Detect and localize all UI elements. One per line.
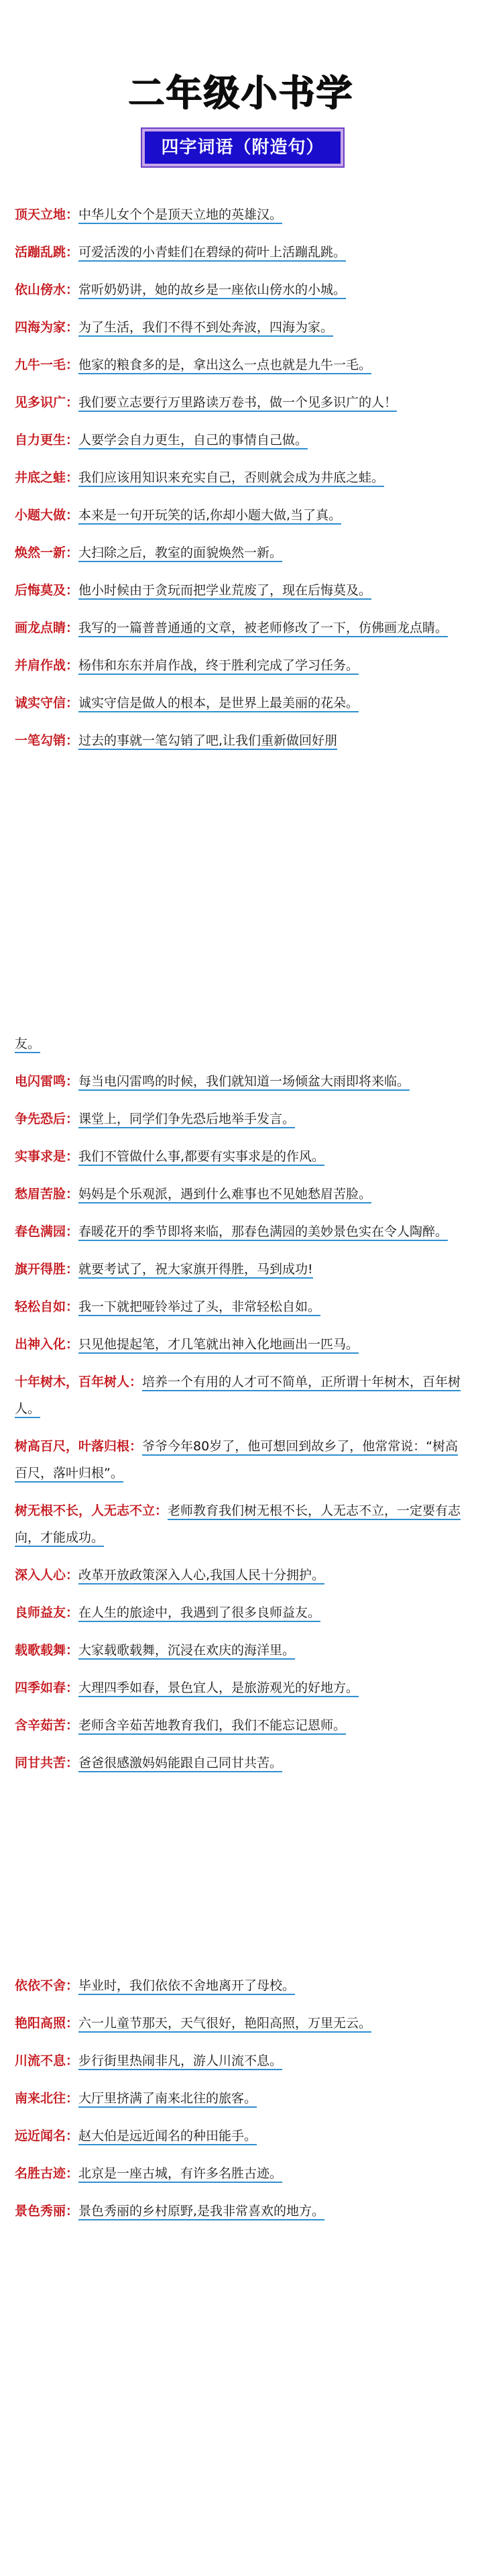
idiom-word: 井底之蛙： [15,470,79,485]
idiom-word: 出神入化： [15,1337,79,1352]
idiom-word: 一笔勾销： [15,733,79,748]
example-sentence: 就要考试了，祝大家旗开得胜，马到成功! [78,1262,313,1279]
idiom-entry [15,2010,468,2037]
example-sentence: 我们要立志要行万里路读万卷书，做一个见多识广的人！ [78,395,397,412]
idiom-word: 四季如春： [15,1680,79,1695]
idiom-word: 诚实守信： [15,696,79,710]
idiom-entry [15,1068,468,1095]
idiom-entry [15,1972,468,1999]
idiom-entry [15,1562,468,1589]
idiom-entry [15,1331,468,1358]
idiom-entry [15,1143,468,1170]
idiom-entry [15,502,468,529]
idiom-word: 同甘共苦： [15,1756,79,1770]
example-sentence: 中华儿女个个是顶天立地的英雄汉。 [78,207,282,224]
example-sentence: 常听奶奶讲，她的故乡是一座依山傍水的小城。 [78,282,346,299]
idiom-entry [15,1433,468,1487]
idiom-word: 焕然一新： [15,545,79,560]
example-sentence: 我一下就把哑铃举过了头，非常轻松自如。 [78,1299,320,1316]
continued-text: 友。 [15,1030,468,1057]
idiom-word: 川流不息： [15,2053,79,2068]
idiom-entry [15,352,468,378]
idiom-entry [15,1599,468,1626]
idiom-word: 画龙点睛： [15,621,79,635]
example-sentence: 步行街里热闹非凡，游人川流不息。 [78,2053,282,2070]
idiom-entry [15,1674,468,1701]
idiom-word: 依山傍水： [15,282,79,297]
example-sentence: 本来是一句开玩笑的话,你却小题大做,当了真。 [78,508,341,525]
example-sentence: 六一儿童节那天，天气很好，艳阳高照，万里无云。 [78,2016,371,2033]
idiom-word: 后悔莫及： [15,583,79,598]
example-sentence: 我们不管做什么事,都要有实事求是的作风。 [78,1149,324,1166]
page-title: 二年级小书学 [128,72,354,114]
idiom-entry [15,314,468,341]
idiom-entry [15,389,468,416]
idiom-word: 载歌载舞： [15,1643,79,1658]
entry-list-3 [15,1972,468,2235]
idiom-word: 远近闻名： [15,2129,79,2143]
idiom-entry [15,239,468,266]
idiom-entry [15,652,468,679]
example-sentence: 我写的一篇普普通通的文章，被老师修改了一下，仿佛画龙点睛。 [78,621,448,637]
idiom-entry [15,1218,468,1245]
example-sentence: 他小时候由于贪玩而把学业荒废了，现在后悔莫及。 [78,583,371,600]
example-sentence: 为了生活，我们不得不到处奔波，四海为家。 [78,320,333,337]
idiom-word: 顶天立地： [15,207,79,222]
idiom-word: 含辛茹苦： [15,1718,79,1733]
idiom-entry [15,539,468,566]
entry-list-2 [15,1030,468,1787]
example-sentence: 大扫除之后，教室的面貌焕然一新。 [78,545,282,562]
example-sentence: 每当电闪雷鸣的时候，我们就知道一场倾盆大雨即将来临。 [78,1074,410,1091]
example-sentence: 可爱活泼的小青蛙们在碧绿的荷叶上活蹦乱跳。 [78,245,346,262]
example-sentence: 大理四季如春，景色宜人，是旅游观光的好地方。 [78,1680,359,1697]
example-sentence: 他家的粮食多的是，拿出这么一点也就是九牛一毛。 [78,358,371,374]
idiom-entry [15,614,468,641]
example-sentence: 课堂上，同学们争先恐后地举手发言。 [78,1112,295,1128]
example-sentence: 爷爷今年80岁了，他可想回到故乡了，他常常说：“树高百尺，落叶归根”。 [15,1439,458,1483]
example-sentence: 诚实守信是做人的根本，是世界上最美丽的花朵。 [78,696,359,712]
idiom-word: 深入人心： [15,1568,79,1582]
section-banner: 四字词语（附造句） [142,129,343,166]
example-sentence: 改革开放政策深入人心,我国人民十分拥护。 [78,1568,324,1585]
idiom-word: 景色秀丽： [15,2204,79,2218]
idiom-word: 并肩作战： [15,658,79,673]
idiom-word: 自力更生： [15,433,79,447]
example-sentence: 我们应该用知识来充实自己，否则就会成为井底之蛙。 [78,470,384,487]
idiom-word: 树高百尺，叶落归根： [15,1439,143,1454]
idiom-word: 争先恐后： [15,1112,79,1126]
example-sentence: 妈妈是个乐观派，遇到什么难事也不见她愁眉苦脸。 [78,1187,371,1203]
idiom-entry [15,727,468,754]
example-sentence: 春暖花开的季节即将来临，那春色满园的美妙景色实在令人陶醉。 [78,1224,448,1241]
idiom-word: 小题大做： [15,508,79,523]
example-sentence: 毕业时，我们依依不舍地离开了母校。 [78,1978,295,1995]
idiom-entry [15,690,468,716]
idiom-entry [15,2198,468,2224]
example-sentence: 培养一个有用的人才可不简单，正所谓十年树木，百年树人。 [15,1375,461,1418]
idiom-word: 实事求是： [15,1149,79,1164]
idiom-word: 春色满园： [15,1224,79,1239]
idiom-word: 十年树木，百年树人： [15,1375,143,1389]
idiom-entry [15,1712,468,1739]
idiom-entry [15,1368,468,1422]
example-sentence: 人要学会自力更生，自己的事情自己做。 [78,433,308,449]
example-sentence: 老师教育我们树无根不长，人无志不立，一定要有志向，才能成功。 [15,1503,461,1547]
example-sentence: 在人生的旅途中，我遇到了很多良师益友。 [78,1605,320,1622]
idiom-word: 树无根不长，人无志不立： [15,1503,168,1518]
idiom-entry [15,464,468,491]
idiom-word: 旗开得胜： [15,1262,79,1277]
idiom-entry [15,1293,468,1320]
idiom-entry [15,2123,468,2149]
idiom-word: 良师益友： [15,1605,79,1620]
idiom-entry [15,427,468,453]
example-sentence: 过去的事就一笔勾销了吧,让我们重新做回好朋 [78,733,337,750]
idiom-word: 愁眉苦脸： [15,1187,79,1201]
idiom-entry [15,1106,468,1132]
idiom-entry [15,1750,468,1776]
idiom-entry [15,2047,468,2074]
idiom-entry [15,577,468,604]
idiom-word: 见多识广： [15,395,79,410]
example-sentence: 景色秀丽的乡村原野,是我非常喜欢的地方。 [78,2204,324,2220]
idiom-word: 四海为家： [15,320,79,335]
idiom-entry [15,1181,468,1208]
idiom-word: 艳阳高照： [15,2016,79,2031]
idiom-entry [15,2085,468,2112]
idiom-word: 依依不舍： [15,1978,79,1993]
idiom-entry [15,1497,468,1551]
idiom-word: 电闪雷鸣： [15,1074,79,1089]
idiom-entry [15,201,468,228]
idiom-word: 名胜古迹： [15,2166,79,2181]
example-sentence: 老师含辛茹苦地教育我们，我们不能忘记恩师。 [78,1718,346,1735]
idiom-word: 九牛一毛： [15,358,79,372]
example-sentence: 北京是一座古城，有许多名胜古迹。 [78,2166,282,2183]
idiom-entry [15,2160,468,2187]
idiom-entry [15,1637,468,1664]
example-sentence: 只见他提起笔，才几笔就出神入化地画出一匹马。 [78,1337,359,1354]
entry-list-1 [15,201,468,765]
example-sentence: 赵大伯是远近闻名的种田能手。 [78,2129,257,2145]
idiom-word: 南来北往： [15,2091,79,2106]
example-sentence: 杨伟和东东并肩作战，终于胜利完成了学习任务。 [78,658,359,675]
idiom-entry [15,276,468,303]
idiom-word: 活蹦乱跳： [15,245,79,260]
idiom-word: 轻松自如： [15,1299,79,1314]
idiom-entry [15,1256,468,1283]
example-sentence: 大家载歌载舞，沉浸在欢庆的海洋里。 [78,1643,295,1660]
example-sentence: 大厅里挤满了南来北往的旅客。 [78,2091,257,2108]
example-sentence: 爸爸很感激妈妈能跟自己同甘共苦。 [78,1756,282,1772]
